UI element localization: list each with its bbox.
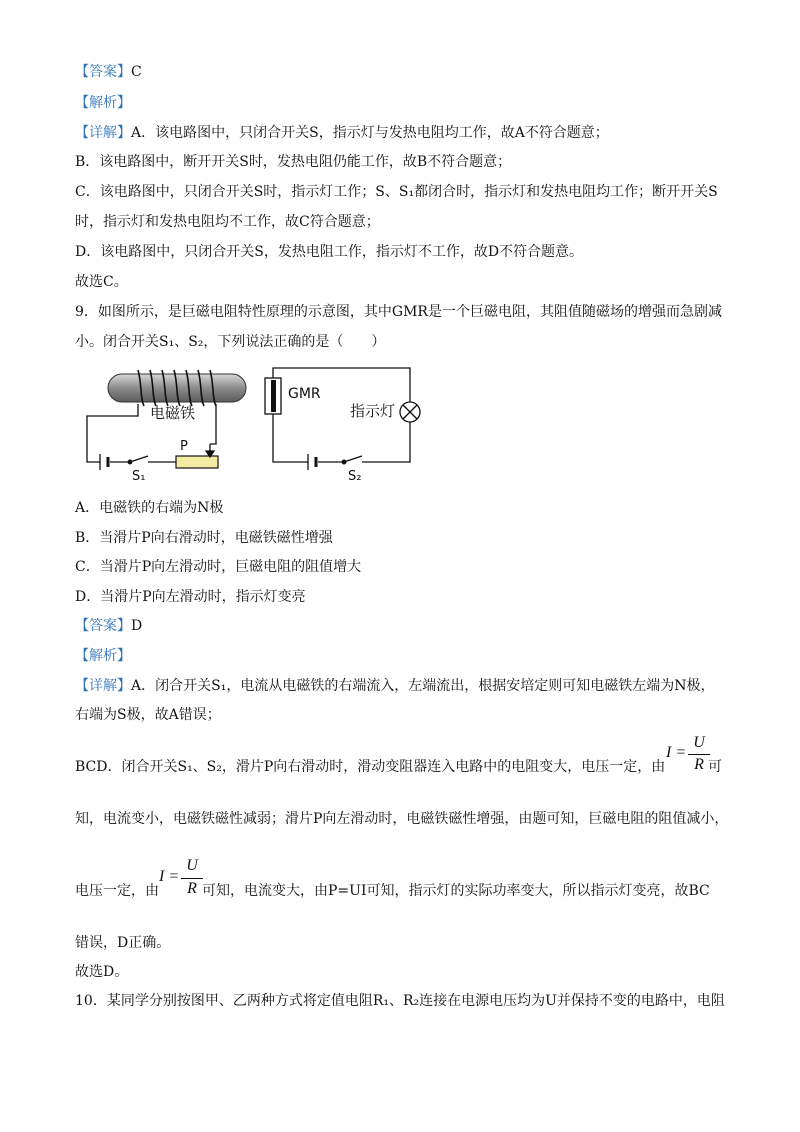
lamp-label: 指示灯 [350,402,396,420]
formula-ohms-law-2: I = U R [159,857,219,901]
answer-line-q8 [75,63,142,81]
detail-line-q9-bcd-tail: 可 [708,759,722,775]
analysis-tag-q9: 【解析】 [75,648,131,664]
conclusion-q8: 故选C。 [75,274,128,290]
detail-line-q9-bcd-3b: 可知，电流变大，由P=UI可知，指示灯的实际功率变大，所以指示灯变亮，故BC [202,883,710,899]
slider-p [206,444,214,457]
answer-tag: 【答案】 [75,618,131,634]
conclusion-q9: 故选D。 [75,964,129,980]
detail-line-q9-bcd-3a: 电压一定，由 [75,883,159,899]
analysis-tag-q8: 【解析】 [75,95,131,111]
switch-s1 [128,456,148,464]
answer-value: D [131,618,143,634]
electromagnet-label: 电磁铁 [150,404,196,422]
battery-2 [308,454,316,470]
detail-line-q9-bcd: BCD．闭合开关S₁、S₂，滑片P向右滑动时，滑动变阻器连入电路中的电阻变大，电压一定，由 [75,759,666,775]
detail-line-q9-a2: 右端为S极，故A错误； [75,707,221,723]
question-9-stem-2: 小。闭合开关S₁、S₂，下列说法正确的是（ ） [75,334,386,350]
answer-value: C [131,64,142,80]
switch-s2-label: S₂ [348,469,362,484]
battery-1 [100,454,108,470]
circuit-figure [80,358,430,488]
gmr-label: GMR [288,386,321,402]
rheostat [176,456,218,468]
detail-line-q9-bcd-2: 知，电流变小，电磁铁磁性减弱；滑片P向左滑动时，电磁铁磁性增强，由题可知，巨磁电阻的阻值减小， [75,811,729,827]
detail-line-q8-a: 【详解】A．该电路图中，只闭合开关S，指示灯与发热电阻均工作，故A不符合题意； [75,125,609,141]
detail-tag: 【详解】 [75,125,131,141]
slider-label: P [180,439,188,454]
switch-s2 [342,456,362,464]
option-c: C．当滑片P向左滑动时，巨磁电阻的阻值增大 [75,559,362,575]
question-10-stem: 10．某同学分别按图甲、乙两种方式将定值电阻R₁、R₂连接在电源电压均为U并保持不变的电路中，电阻 [75,993,725,1009]
detail-line-q8-b: B．该电路图中，断开开关S时，发热电阻仍能工作，故B不符合题意； [75,154,512,170]
switch-s1-label: S₁ [132,469,146,484]
formula-ohms-law-1: I = U R [666,734,726,778]
answer-line-q9 [75,617,142,635]
option-a: A．电磁铁的右端为N极 [75,500,224,516]
detail-line-q8-d: D．该电路图中，只闭合开关S，发热电阻工作，指示灯不工作，故D不符合题意。 [75,244,584,260]
detail-line-q8-c2: 时，指示灯和发热电阻均不工作，故C符合题意； [75,214,380,230]
detail-line-q8-c: C．该电路图中，只闭合开关S时，指示灯工作；S、S₁都闭合时，指示灯和发热电阻均工作；断开开关S [75,184,718,200]
question-9-stem-1: 9．如图所示，是巨磁电阻特性原理的示意图，其中GMR是一个巨磁电阻，其阻值随磁场的增强而急剧减 [75,304,722,320]
detail-tag: 【详解】 [75,678,131,694]
indicator-lamp [400,402,420,422]
option-b: B．当滑片P向右滑动时，电磁铁磁性增强 [75,530,333,546]
detail-line-q9-bcd-4: 错误，D正确。 [75,935,171,951]
detail-line-q9-a: 【详解】A．闭合开关S₁，电流从电磁铁的右端流入，左端流出，根据安培定则可知电磁铁左端为N极， [75,678,715,694]
option-d: D．当滑片P向左滑动时，指示灯变亮 [75,589,306,605]
answer-tag: 【答案】 [75,64,131,80]
